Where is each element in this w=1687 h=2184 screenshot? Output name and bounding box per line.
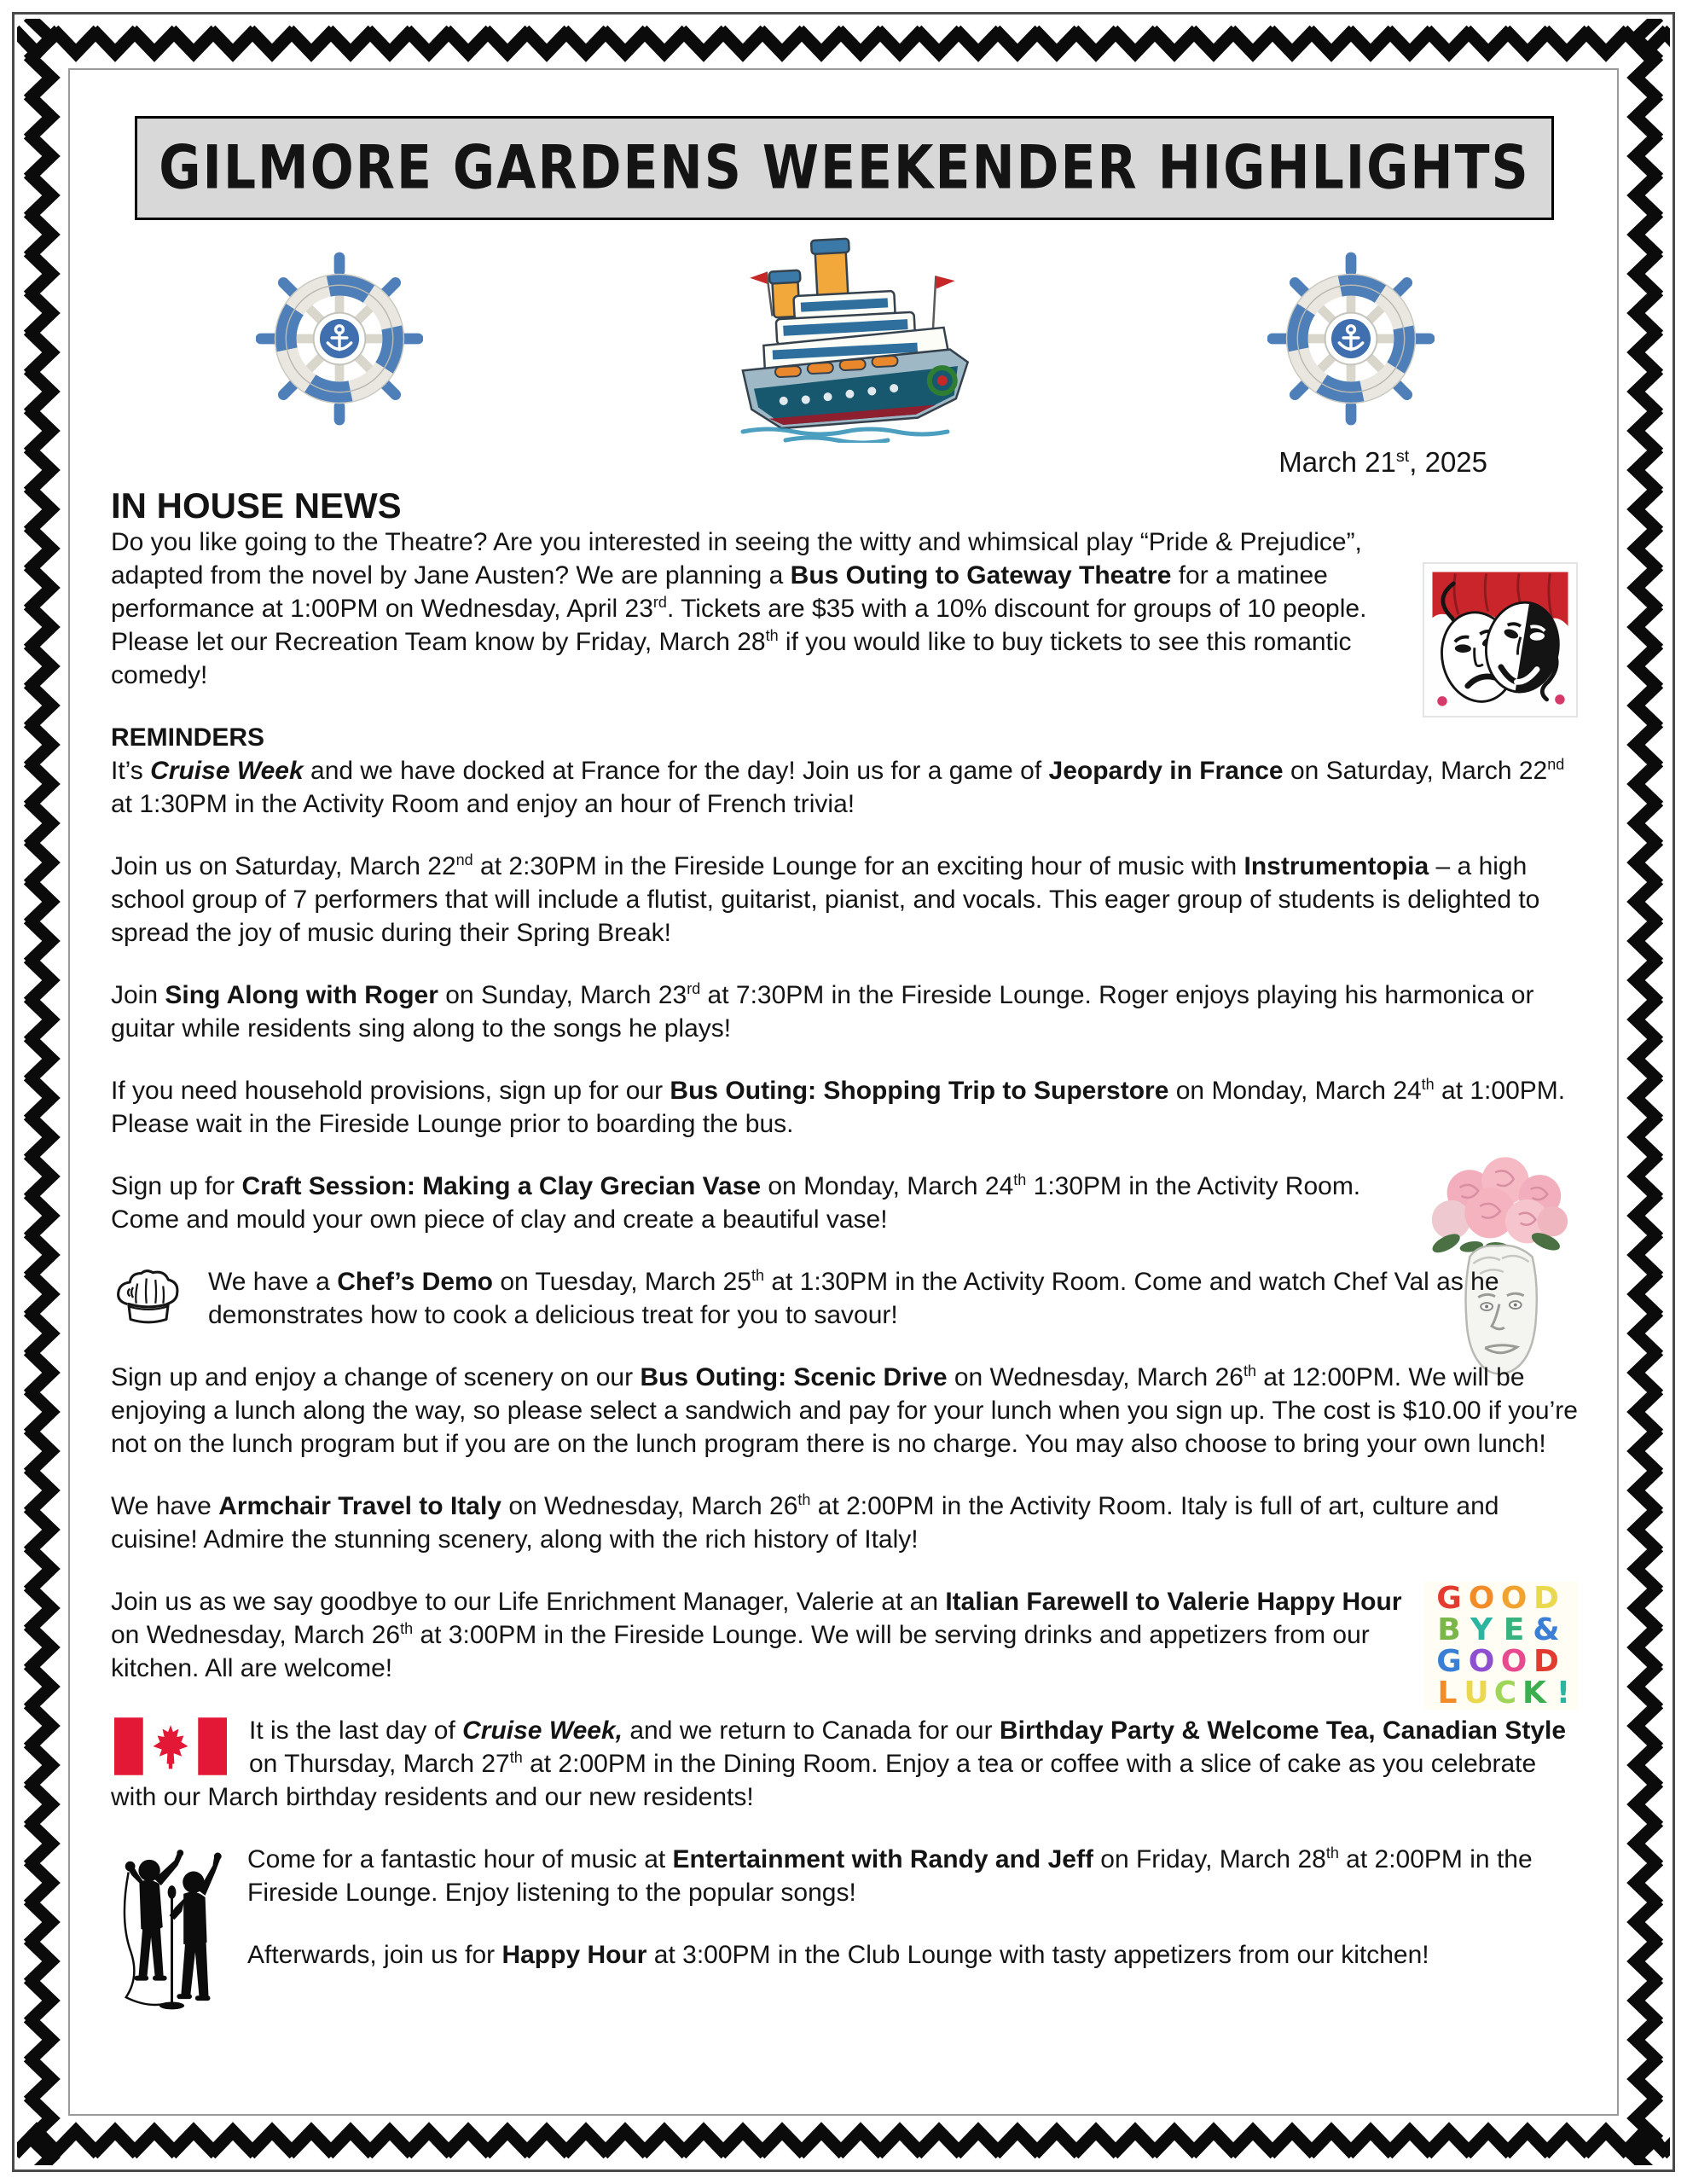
text-run: th — [1421, 1076, 1435, 1093]
goodbye-letter: D — [1533, 1581, 1559, 1616]
goodbye-letter: D — [1533, 1644, 1559, 1679]
text-run: Join us as we say goodbye to our Life Enrichment Manager, Valerie at an — [111, 1588, 946, 1616]
text-run: Italian Farewell to Valerie Happy Hour — [945, 1588, 1402, 1616]
goodbye-letter: U — [1464, 1676, 1489, 1711]
text-run: Chef’s Demo — [337, 1268, 494, 1296]
text-run: th — [400, 1620, 414, 1637]
text-run: on Monday, March 24 — [1168, 1077, 1422, 1105]
text-run: on Friday, March 28 — [1093, 1845, 1326, 1873]
text-run: for a matinee performance at 1:00PM on Wednesday, April 23 — [111, 561, 1328, 623]
text-run: at 2:00PM in the Dining Room. Enjoy a tea or coffee with a slice of cake as you celebrate with our March birthday residents and our new residents! — [111, 1750, 1537, 1811]
theatre-outing-paragraph — [111, 526, 1578, 692]
text-run: It is the last day of — [249, 1716, 463, 1745]
text-run: at 12:00PM. We will be enjoying a lunch along the way, so please select a sandwich and pay for your lunch when you sign up. The cost is $10.00 if you’re not on the lunch program but if you are on the lunch program there is no charge. You may also choose to bring your own lunch! — [111, 1363, 1578, 1458]
cruise-ship-illustration — [692, 234, 999, 443]
text-run: at 2:30PM in the Fireside Lounge for an exciting hour of music with — [472, 852, 1244, 880]
goodbye-good-luck-image — [1424, 1582, 1578, 1710]
text-run: th — [1325, 1844, 1339, 1862]
text-run: Bus Outing: Scenic Drive — [640, 1363, 948, 1391]
text-run: . Tickets are $35 with a 10% discount for groups of 10 people. Please let our Recreation Team know by Friday, March 28 — [111, 595, 1367, 656]
goodbye-letter: L — [1437, 1676, 1458, 1711]
text-run: nd — [1547, 756, 1565, 773]
text-run: at 1:30PM in the Activity Room. Come and watch Chef Val as he demonstrates how to cook a delicious treat for you to savour! — [208, 1268, 1499, 1329]
goodbye-letter: G — [1436, 1644, 1462, 1679]
text-run: Join — [111, 981, 165, 1009]
zigzag-border-right — [1626, 19, 1670, 2165]
text-run: at 2:00PM in the Activity Room. Italy is full of art, culture and cuisine! Admire the stunning scenery, along with the rich history of Italy! — [111, 1492, 1499, 1554]
text-run: th — [1243, 1362, 1256, 1380]
goodbye-letter: ! — [1556, 1676, 1571, 1711]
in-house-news-heading: IN HOUSE NEWS — [111, 485, 402, 526]
text-run: on Saturday, March 22 — [1283, 757, 1548, 785]
text-run: on Thursday, March 27 — [249, 1750, 510, 1778]
goodbye-letter: G — [1436, 1581, 1462, 1616]
text-run: rd — [652, 594, 667, 611]
canada-flag-icon — [114, 1716, 227, 1777]
text-run: at 3:00PM in the Club Lounge with tasty appetizers from our kitchen! — [646, 1941, 1429, 1969]
scenic-drive-paragraph — [111, 1361, 1578, 1461]
text-run: Happy Hour — [501, 1941, 647, 1969]
text-run: on Wednesday, March 26 — [947, 1363, 1244, 1391]
ship-wheel-icon — [256, 239, 423, 439]
text-run: at 7:30PM in the Fireside Lounge. Roger enjoys playing his harmonica or guitar while residents sing along to the songs he plays! — [111, 981, 1534, 1043]
text-run: Sign up for — [111, 1172, 242, 1200]
goodbye-letter: O — [1468, 1581, 1495, 1616]
text-run: at 1:00PM. Please wait in the Fireside Lounge prior to boarding the bus. — [111, 1077, 1566, 1138]
jeopardy-in-france-paragraph — [111, 754, 1578, 821]
text-run: if you would like to buy tickets to see this romantic comedy! — [111, 628, 1352, 689]
craft-session-paragraph — [111, 1170, 1578, 1236]
goodbye-letter: Y — [1470, 1612, 1493, 1647]
theatre-masks-image — [1423, 561, 1578, 718]
armchair-travel-paragraph — [111, 1490, 1578, 1556]
issue-date: March 21st, 2025 — [1278, 446, 1487, 478]
text-run: and we have docked at France for the day! Join us for a game of — [303, 757, 1049, 785]
text-run: Afterwards, join us for — [247, 1941, 502, 1969]
happy-hour-paragraph — [111, 1938, 1578, 1972]
text-run: at 3:00PM in the Fireside Lounge. We will be serving drinks and appetizers from our kitchen. All are welcome! — [111, 1621, 1370, 1682]
goodbye-letter: O — [1500, 1581, 1528, 1616]
text-run: Instrumentopia — [1244, 852, 1429, 880]
text-run: th — [1013, 1171, 1027, 1188]
singers-silhouette-image — [116, 1844, 229, 2013]
text-run: Join us on Saturday, March 22 — [111, 852, 456, 880]
zigzag-border-left — [17, 19, 61, 2165]
text-run: We have — [111, 1492, 219, 1520]
text-run: It’s — [111, 757, 151, 785]
text-run: Birthday Party & Welcome Tea, Canadian Style — [999, 1716, 1567, 1745]
text-run: at 2:00PM in the Fireside Lounge. Enjoy listening to the popular songs! — [247, 1845, 1533, 1907]
text-run: Sign up and enjoy a change of scenery on our — [111, 1363, 641, 1391]
text-run: on Wednesday, March 26 — [111, 1621, 401, 1649]
text-run: Bus Outing: Shopping Trip to Superstore — [670, 1077, 1169, 1105]
newsletter-title: GILMORE GARDENS WEEKENDER HIGHLIGHTS — [159, 132, 1530, 204]
farewell-valerie-paragraph — [111, 1581, 1578, 1711]
text-run: – a high school group of 7 performers that will include a flutist, guitarist, pianist, and vocals. This eager group of students is delighted to spread the joy of music during their Spring Break! — [111, 852, 1540, 947]
text-run: th — [509, 1749, 523, 1766]
chefs-demo-paragraph — [111, 1265, 1578, 1332]
ship-wheel-icon — [1267, 239, 1435, 439]
birthday-party-paragraph — [111, 1714, 1578, 1814]
goodbye-letter: O — [1500, 1644, 1528, 1679]
text-run: 1:30PM in the Activity Room. Come and mould your own piece of clay and create a beautiful vase! — [111, 1172, 1361, 1234]
goodbye-letter: E — [1503, 1612, 1525, 1647]
goodbye-letter: O — [1468, 1644, 1495, 1679]
text-run: th — [751, 1267, 764, 1284]
text-run: Jeopardy in France — [1048, 757, 1284, 785]
text-run: on Wednesday, March 26 — [501, 1492, 798, 1520]
text-run: Craft Session: Making a Clay Grecian Vase — [241, 1172, 762, 1200]
text-run: on Sunday, March 23 — [438, 981, 687, 1009]
text-run: nd — [455, 851, 473, 868]
text-run: Entertainment with Randy and Jeff — [672, 1845, 1093, 1873]
superstore-trip-paragraph — [111, 1074, 1578, 1141]
text-run: Armchair Travel to Italy — [218, 1492, 501, 1520]
text-run: rd — [687, 980, 701, 997]
newsletter-body — [111, 485, 1578, 1972]
text-run: and we return to Canada for our — [623, 1716, 1000, 1745]
text-run: Sing Along with Roger — [165, 981, 438, 1009]
nautical-images-row — [111, 234, 1578, 443]
goodbye-letter: C — [1493, 1676, 1517, 1711]
text-run: Come for a fantastic hour of music at — [247, 1845, 673, 1873]
goodbye-letter: B — [1437, 1612, 1461, 1647]
text-run: th — [765, 627, 779, 644]
text-run: Bus Outing to Gateway Theatre — [790, 561, 1172, 590]
text-run: We have a — [208, 1268, 338, 1296]
text-run: th — [797, 1491, 811, 1508]
goodbye-letter: & — [1533, 1612, 1560, 1647]
chef-hat-icon — [111, 1267, 186, 1328]
reminders-heading: REMINDERS — [111, 723, 265, 752]
text-run: Cruise Week, — [462, 1716, 623, 1745]
text-run: Do you like going to the Theatre? Are you interested in seeing the witty and whimsical play “Pride & Prejudice”, adapted from the novel by Jane Austen? We are planning a — [111, 528, 1362, 590]
text-run: on Tuesday, March 25 — [493, 1268, 751, 1296]
sing-along-paragraph — [111, 979, 1578, 1045]
text-run: on Monday, March 24 — [761, 1172, 1014, 1200]
instrumentopia-paragraph — [111, 850, 1578, 950]
text-run: If you need household provisions, sign up for our — [111, 1077, 670, 1105]
text-run: at 1:30PM in the Activity Room and enjoy an hour of French trivia! — [111, 790, 855, 818]
randy-and-jeff-paragraph — [111, 1843, 1578, 1909]
zigzag-border-top — [17, 19, 1670, 63]
title-banner — [135, 116, 1554, 220]
text-run: Cruise Week — [150, 757, 304, 785]
page-content — [111, 78, 1578, 2133]
goodbye-letter: K — [1522, 1676, 1546, 1711]
